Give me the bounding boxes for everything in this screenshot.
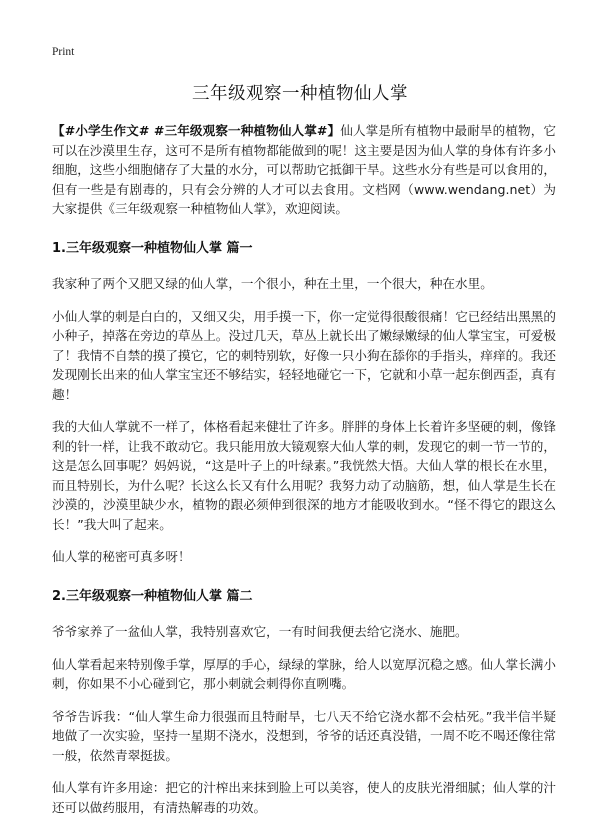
section-heading-2 [52, 587, 556, 607]
section-2-paragraph-4: 仙人掌有许多用途：把它的汁榨出来抹到脸上可以美容，使人的皮肤光滑细腻；仙人掌的汁还可以做药服用，有清热解毒的功效。 [52, 780, 556, 815]
section-2-paragraph-1: 爷爷家养了一盆仙人掌，我特别喜欢它，一有时间我便去给它浇水、施肥。 [52, 624, 468, 639]
section-2-paragraph-2: 仙人掌看起来特别像手掌，厚厚的手心，绿绿的掌脉，给人以宽厚沉稳之感。仙人掌长满小刺，你如果不小心碰到它，那小刺就会刺得你直咧嘴。 [52, 656, 556, 691]
section-1-paragraph-3: 我的大仙人掌就不一样了，体格看起来健壮了许多。胖胖的身体上长着许多坚硬的刺，像锋利的针一样，让我不敢动它。我只能用放大镜观察大仙人掌的刺，发现它的刺一节一节的，这是怎么回事呢？妈妈说，“这是叶子上的叶绿素。”我恍然大悟。大仙人掌的根长在水里，而且特别长，为什么呢？长这么长又有什么用呢？我努力动了动脑筋，想，仙人掌是生长在沙漠的，沙漠里缺少水，植物的跟必须伸到很深的地方才能吸收到水。“怪不得它的跟这么长！”我大叫了起来。 [52, 419, 556, 532]
intro-paragraph [52, 121, 556, 219]
intro-tag: 【#小学生作文# #三年级观察一种植物仙人掌#】 [52, 123, 341, 138]
article-body [52, 121, 556, 830]
section-2-paragraph-3: 爷爷告诉我：“仙人掌生命力很强而且特耐旱，七八天不给它浇水都不会枯死。”我半信半疑地做了一次实验，坚持一星期不浇水，没想到，爷爷的话还真没错，一周不吃不喝还像往常一般，依然青翠挺拔。 [52, 708, 556, 763]
section-heading-1 [52, 239, 556, 259]
section-1-paragraph-4: 仙人掌的秘密可真多呀！ [52, 549, 191, 564]
section-1-paragraph-2: 小仙人掌的刺是白白的，又细又尖，用手摸一下，你一定觉得很酸很痛！它已经结出黑黑的小种子，掉落在旁边的草丛上。没过几天，草丛上就长出了嫩绿嫩绿的仙人掌宝宝，可爱极了！我情不自禁的摸了摸它，它的刺特别软，好像一只小狗在舔你的手指头，痒痒的。我还发现刚长出来的仙人掌宝宝还不够结实，轻轻地碰它一下，它就和小草一起东倒西歪，真有趣！ [52, 308, 556, 402]
intro-text: 仙人掌是所有植物中最耐旱的植物，它可以在沙漠里生存，这可不是所有植物都能做到的呢！这主要是因为仙人掌的身体有许多小细胞，这些小细胞储存了大量的水分，可以帮助它抵御干旱。这些水分有些是可以食用的，但有一些是有剧毒的，只有会分辨的人才可以去食用。文档网（www.wendang.net）为大家提供《三年级观察一种植物仙人掌》，欢迎阅读。 [52, 123, 557, 216]
page-title: 三年级观察一种植物仙人掌 [192, 84, 408, 104]
section-heading-text: 1.三年级观察一种植物仙人掌 篇一 [52, 240, 253, 256]
print-label: Print [52, 46, 75, 58]
section-1-paragraph-1: 我家种了两个又肥又绿的仙人掌，一个很小，种在土里，一个很大，种在水里。 [52, 276, 493, 291]
section-heading-text: 2.三年级观察一种植物仙人掌 篇二 [52, 588, 253, 604]
